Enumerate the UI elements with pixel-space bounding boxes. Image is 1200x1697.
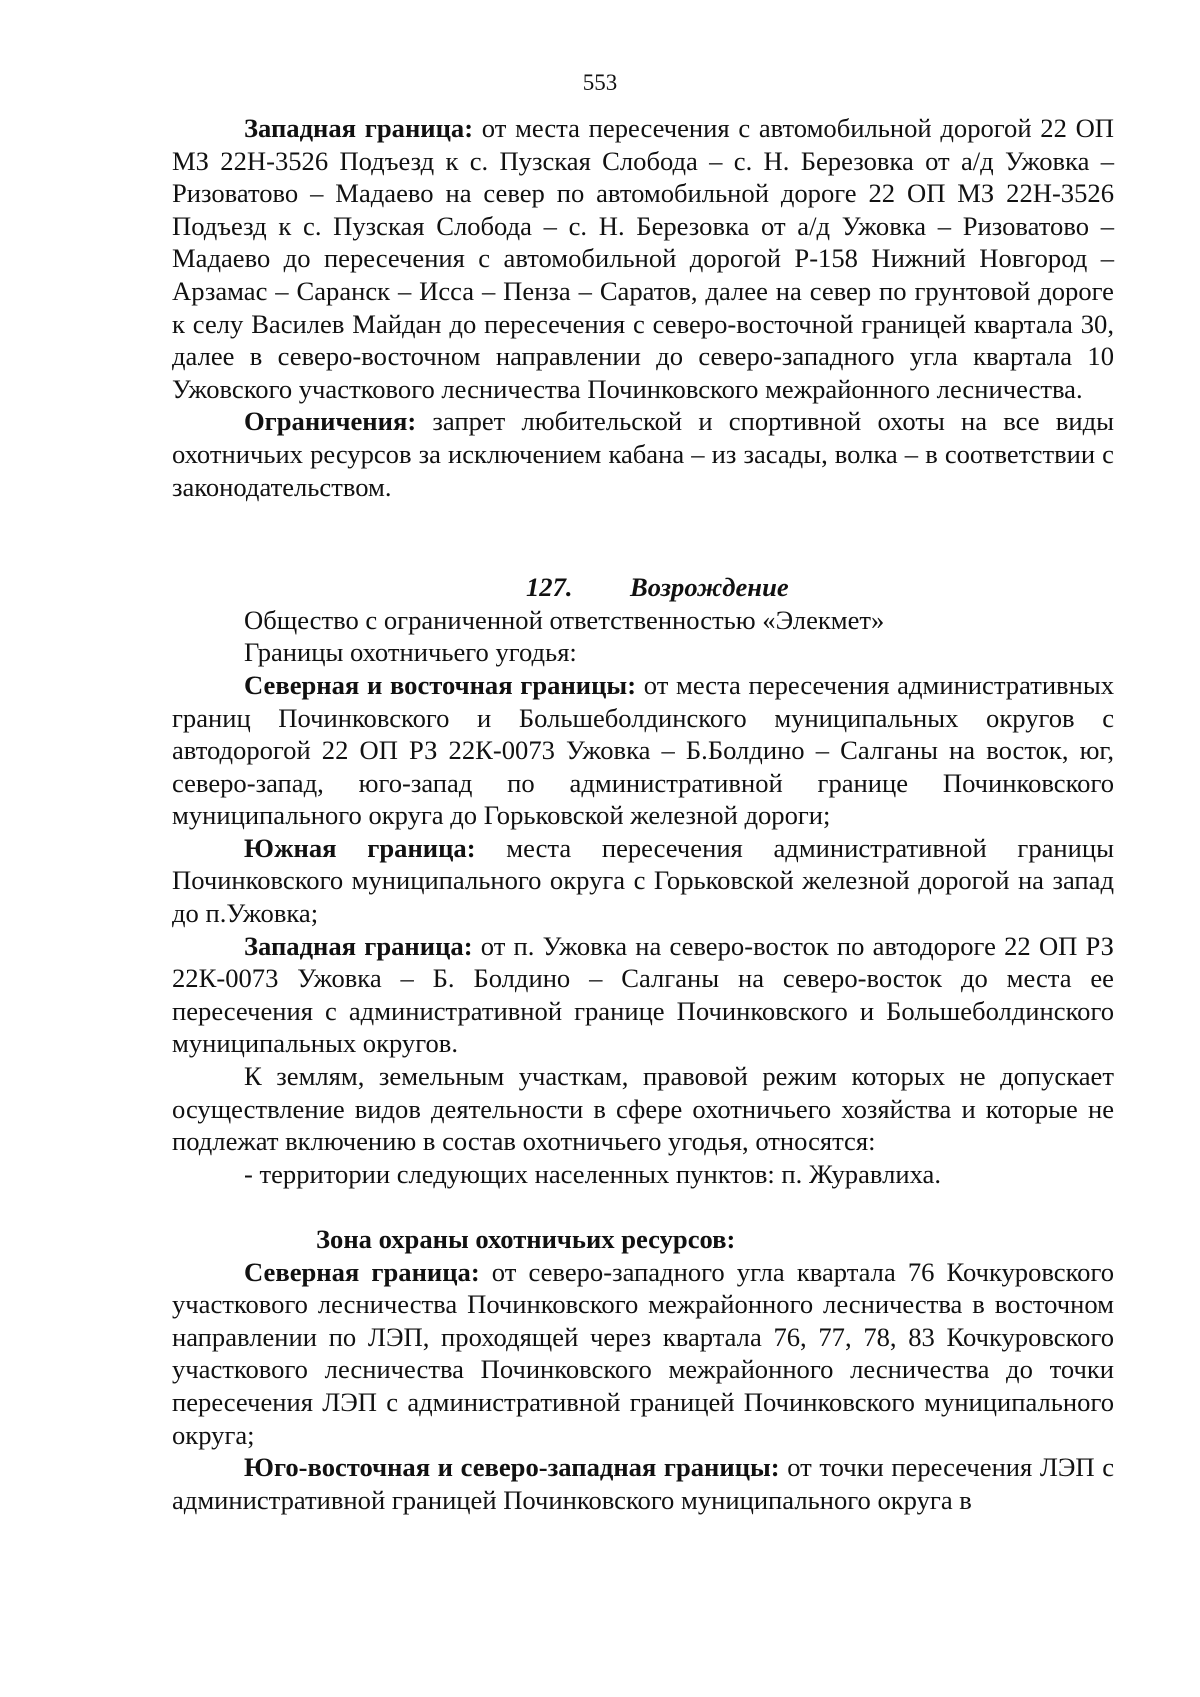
zone-north-border-text: от северо-западного угла квартала 76 Кочкуровского участкового лесничества Починковского межрайонного лесничества в восточном направлении по ЛЭП, проходящей через квартала 76, 77, 78, 83 Кочкуровского участкового лесничества Починковского межрайонного лесничества до точки пересечения ЛЭП с административной границей Починковского муниципального округа;	[172, 1256, 1115, 1450]
page-number: 553	[582, 70, 618, 95]
paragraph-south-border	[172, 832, 1114, 930]
protection-zone-title: Зона охраны охотничьих ресурсов:	[316, 1224, 736, 1254]
paragraph-west-border-2	[172, 930, 1114, 1060]
zone-se-nw-border-text: от точки пересечения ЛЭП с административной границей Починковского муниципального округа в	[172, 1452, 1115, 1515]
south-border-label: Южная граница:	[244, 832, 476, 863]
borders-intro: Границы охотничьего угодья:	[244, 637, 577, 668]
west-border-label: Западная граница:	[244, 113, 474, 143]
paragraph-west-border	[172, 112, 1114, 405]
west-border-2-text: от п. Ужовка на северо-восток по автодороге 22 ОП РЗ 22К-0073 Ужовка – Б. Болдино – Салганы на северо-восток до места ее пересечения с административной границе Починковского и Большеболдинского муниципальных округов.	[172, 930, 1114, 1059]
zone-se-nw-border-label: Юго-восточная и северо-западная границы:	[244, 1452, 780, 1483]
section-title: Возрождение	[630, 572, 789, 603]
document-body	[172, 112, 1114, 1516]
restrictions-label: Ограничения:	[244, 406, 417, 437]
paragraph-excluded-lands: К землям, земельным участкам, правовой режим которых не допускает осуществление видов деятельности в сфере охотничьего хозяйства и которые не подлежат включению в состав охотничьего угодья, относятся:	[172, 1061, 1114, 1157]
spacer	[172, 1190, 1114, 1223]
restrictions-text: запрет любительской и спортивной охоты на все виды охотничьих ресурсов за исключением кабана – из засады, волка – в соответствии с законодательством.	[172, 406, 1114, 502]
zone-north-border-label: Северная граница:	[244, 1256, 480, 1287]
west-border-text: от места пересечения с автомобильной дорогой 22 ОП МЗ 22Н-3526 Подъезд к с. Пузская Слобода – с. Н. Березовка от а/д Ужовка – Ризоватово – Мадаево на север по автомобильной дороге 22 ОП МЗ 22Н-3526 Подъезд к с. Пузская Слобода – с. Н. Березовка от а/д Ужовка – Ризоватово – Мадаево до пересечения с автомобильной дорогой Р-158 Нижний Новгород – Арзамас – Саранск – Исса – Пенза – Саратов, далее на север по грунтовой дороге к селу Василев Майдан до пересечения с северо-восточной границей квартала 30, далее в северо-восточном направлении до северо-западного угла квартала 10 Ужовского участкового лесничества Починковского межрайонного лесничества.	[172, 113, 1115, 404]
paragraph-north-east-border	[172, 669, 1114, 832]
paragraph-zone-se-nw-border	[172, 1451, 1114, 1516]
west-border-2-label: Западная граница:	[244, 930, 473, 961]
north-east-border-text: от места пересечения административных границ Починковского и Большеболдинского муниципальных округов с автодорогой 22 ОП РЗ 22К-0073 Ужовка – Б.Болдино – Салганы на восток, юг, северо-запад, юго-запад по административной границе Починковского муниципального округа до Горьковской железной дороги;	[172, 669, 1115, 831]
south-border-text: места пересечения административной границы Починковского муниципального округа с Горьковской железной дорогой на запад до п.Ужовка;	[172, 832, 1114, 929]
paragraph-settlements: - территории следующих населенных пунктов: п. Журавлиха.	[244, 1158, 941, 1189]
paragraph-restrictions	[172, 405, 1114, 503]
organization-line: Общество с ограниченной ответственностью «Элекмет»	[244, 604, 885, 635]
section-number: 127.	[526, 572, 573, 603]
north-east-border-label: Северная и восточная границы:	[244, 669, 637, 700]
section-heading	[172, 571, 1114, 604]
paragraph-zone-north-border	[172, 1256, 1114, 1452]
